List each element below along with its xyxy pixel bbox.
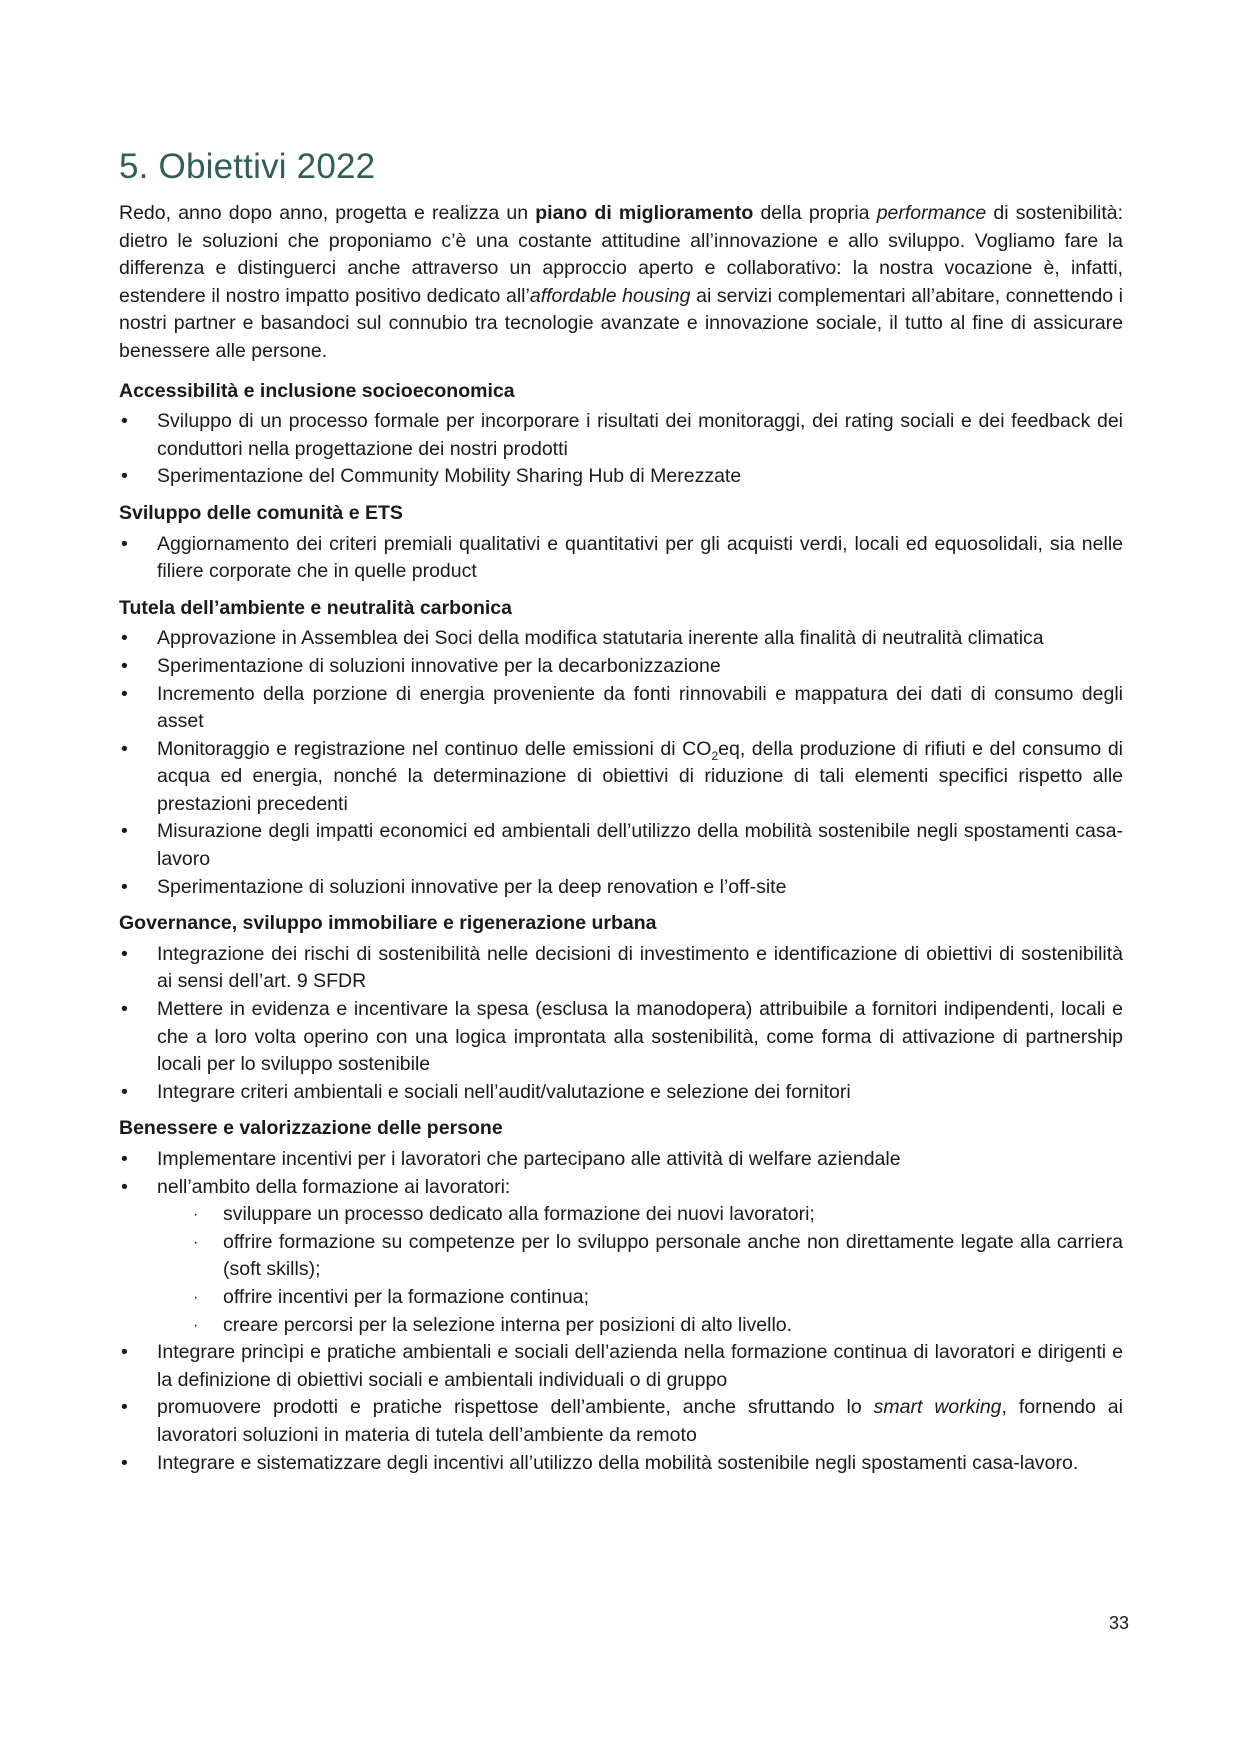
list-item xyxy=(119,653,1123,681)
bullet-icon: • xyxy=(121,820,128,843)
intro-italic: affordable housing xyxy=(529,284,691,307)
bullet-icon: • xyxy=(121,627,128,650)
list-item xyxy=(119,941,1123,996)
list-item xyxy=(119,531,1123,586)
bullet-icon: • xyxy=(121,1148,128,1170)
list-item-text: Monitoraggio e registrazione nel continuo delle emissioni di CO xyxy=(157,737,712,760)
sub-list-item xyxy=(119,1201,1123,1229)
list-item xyxy=(119,736,1123,819)
sub-bullet-icon: · xyxy=(193,1288,199,1306)
list-item xyxy=(119,874,1123,902)
section-heading: Accessibilità e inclusione socioeconomica xyxy=(119,379,515,402)
list-item-text: Implementare incentivi per i lavoratori che partecipano alle attività di welfare aziendale xyxy=(157,1148,901,1170)
list-item xyxy=(119,463,1123,491)
list-item-text: Approvazione in Assemblea dei Soci della modifica statutaria inerente alla finalità di neutralità climatica xyxy=(157,627,1044,650)
intro-paragraph xyxy=(119,200,1123,366)
bullet-list xyxy=(119,408,1123,491)
list-item-text: Integrare criteri ambientali e sociali nell’audit/valutazione e selezione dei fornitori xyxy=(157,1080,851,1103)
list-item xyxy=(119,625,1123,653)
sub-list-item-text: offrire formazione su competenze per lo sviluppo personale anche non direttamente legate alla carriera (soft skills); xyxy=(223,1230,1123,1281)
list-item xyxy=(119,1079,1123,1107)
list-item-text: Aggiornamento dei criteri premiali qualitativi e quantitativi per gli acquisti verdi, locali ed equosolidali, sia nelle filiere corporate che in quelle product xyxy=(157,532,1123,583)
bullet-icon: • xyxy=(121,1396,128,1419)
italic-text: smart working xyxy=(873,1396,1002,1419)
sub-bullet-icon: · xyxy=(193,1206,199,1224)
section-heading: Benessere e valorizzazione delle persone xyxy=(119,1117,503,1140)
intro-text: ai servizi complementari all’abitare, connettendo i nostri partner e basandoci sul connubio tra tecnologie avanzate e innovazione sociale, il tutto al fine di assicurare benessere alle persone. xyxy=(119,284,1123,362)
intro-text: di sostenibilità: dietro le soluzioni che proponiamo c’è una costante attitudine all’innovazione e allo sviluppo. Vogliamo fare la differenza e distinguerci anche attraverso un approccio aperto e collaborativo: la nostra vocazione è, infatti, estendere il nostro impatto positivo dedicato all’ xyxy=(119,202,1124,307)
subscript: 2 xyxy=(711,748,719,763)
sub-list-item xyxy=(119,1284,1123,1312)
list-item-text: Incremento della porzione di energia proveniente da fonti rinnovabili e mappatura dei dati di consumo degli asset xyxy=(157,682,1123,733)
list-item xyxy=(119,996,1123,1079)
sub-list-item-text: offrire incentivi per la formazione continua; xyxy=(223,1285,589,1308)
intro-text: Redo, anno dopo anno, progetta e realizza un xyxy=(119,202,536,224)
bullet-list xyxy=(119,531,1123,586)
bullet-icon: • xyxy=(121,1341,128,1364)
list-item xyxy=(119,818,1123,873)
list-item-text: Sperimentazione di soluzioni innovative per la deep renovation e l’off-site xyxy=(157,875,787,898)
sub-bullet-icon: · xyxy=(193,1233,199,1251)
page-title: 5. Obiettivi 2022 xyxy=(119,147,376,186)
bullet-icon: • xyxy=(121,532,128,555)
list-item-text: Integrare princìpi e pratiche ambientali e sociali dell’azienda nella formazione continua di lavoratori e dirigenti e la definizione di obiettivi sociali e ambientali individuali o di gruppo xyxy=(157,1341,1123,1391)
sub-list-item xyxy=(119,1312,1123,1340)
intro-bold: piano di miglioramento xyxy=(535,202,754,224)
list-item xyxy=(119,681,1123,736)
list-item xyxy=(119,1394,1123,1449)
intro-italic: performance xyxy=(876,202,987,224)
bullet-icon: • xyxy=(121,1175,128,1198)
section-accessibilita xyxy=(119,378,1123,491)
list-item-text: promuovere prodotti e pratiche rispettose dell’ambiente, anche sfruttando lo xyxy=(157,1396,874,1419)
section-heading: Tutela dell’ambiente e neutralità carbonica xyxy=(119,596,512,619)
bullet-icon: • xyxy=(121,875,128,898)
list-item-text: Mettere in evidenza e incentivare la spesa (esclusa la manodopera) attribuibile a fornitori indipendenti, locali e che a loro volta operino con una logica improntata alla sostenibilità, come forma di attivazione di partnership locali per lo sviluppo sostenibile xyxy=(157,998,1123,1076)
list-item xyxy=(119,1450,1123,1478)
section-heading: Governance, sviluppo immobiliare e rigenerazione urbana xyxy=(119,912,657,935)
bullet-icon: • xyxy=(121,1080,128,1103)
list-item xyxy=(119,1174,1123,1340)
sub-bullet-list xyxy=(157,1201,1123,1339)
sub-list-item-text: creare percorsi per la selezione interna per posizioni di alto livello. xyxy=(223,1313,793,1336)
list-item xyxy=(119,408,1123,463)
bullet-icon: • xyxy=(121,942,128,965)
section-benessere xyxy=(119,1115,1123,1477)
document-body xyxy=(119,200,1123,1477)
list-item-text: Sviluppo di un processo formale per incorporare i risultati dei monitoraggi, dei rating sociali e dei feedback dei conduttori nella progettazione dei nostri prodotti xyxy=(157,410,1123,460)
section-heading: Sviluppo delle comunità e ETS xyxy=(119,501,403,524)
section-governance xyxy=(119,910,1123,1106)
list-item-text: Sperimentazione di soluzioni innovative per la decarbonizzazione xyxy=(157,654,721,677)
list-item-text: eq, della produzione di rifiuti e del consumo di acqua ed energia, nonché la determinazione di obiettivi di riduzione di tali elementi specifici rispetto alle prestazioni precedenti xyxy=(157,737,1123,815)
bullet-icon: • xyxy=(121,1451,128,1474)
section-comunita xyxy=(119,500,1123,586)
bullet-list xyxy=(119,1146,1123,1477)
section-ambiente xyxy=(119,595,1123,902)
bullet-icon: • xyxy=(121,682,128,705)
page-number: 33 xyxy=(1108,1613,1129,1633)
sub-list-item-text: sviluppare un processo dedicato alla formazione dei nuovi lavoratori; xyxy=(223,1203,815,1226)
bullet-list xyxy=(119,625,1123,901)
sub-bullet-icon: · xyxy=(193,1316,199,1334)
list-item-text: Sperimentazione del Community Mobility Sharing Hub di Merezzate xyxy=(157,465,742,488)
list-item-text: nell’ambito della formazione ai lavoratori: xyxy=(157,1175,511,1198)
list-item-text: Misurazione degli impatti economici ed ambientali dell’utilizzo della mobilità sostenibile negli spostamenti casa-lavoro xyxy=(157,820,1123,871)
bullet-icon: • xyxy=(121,410,128,433)
bullet-list xyxy=(119,941,1123,1107)
intro-text: della propria xyxy=(753,202,877,224)
bullet-icon: • xyxy=(121,737,128,760)
bullet-icon: • xyxy=(121,654,128,677)
list-item-text: Integrazione dei rischi di sostenibilità nelle decisioni di investimento e identificazione di obiettivi di sostenibilità ai sensi dell’art. 9 SFDR xyxy=(157,942,1123,993)
bullet-icon: • xyxy=(121,465,128,488)
list-item-text: Integrare e sistematizzare degli incentivi all’utilizzo della mobilità sostenibile negli spostamenti casa-lavoro. xyxy=(157,1451,1079,1474)
list-item xyxy=(119,1146,1123,1174)
list-item xyxy=(119,1339,1123,1394)
bullet-icon: • xyxy=(121,998,128,1021)
sub-list-item xyxy=(119,1229,1123,1284)
list-item-text: , fornendo ai lavoratori soluzioni in materia di tutela dell’ambiente da remoto xyxy=(157,1396,1123,1446)
